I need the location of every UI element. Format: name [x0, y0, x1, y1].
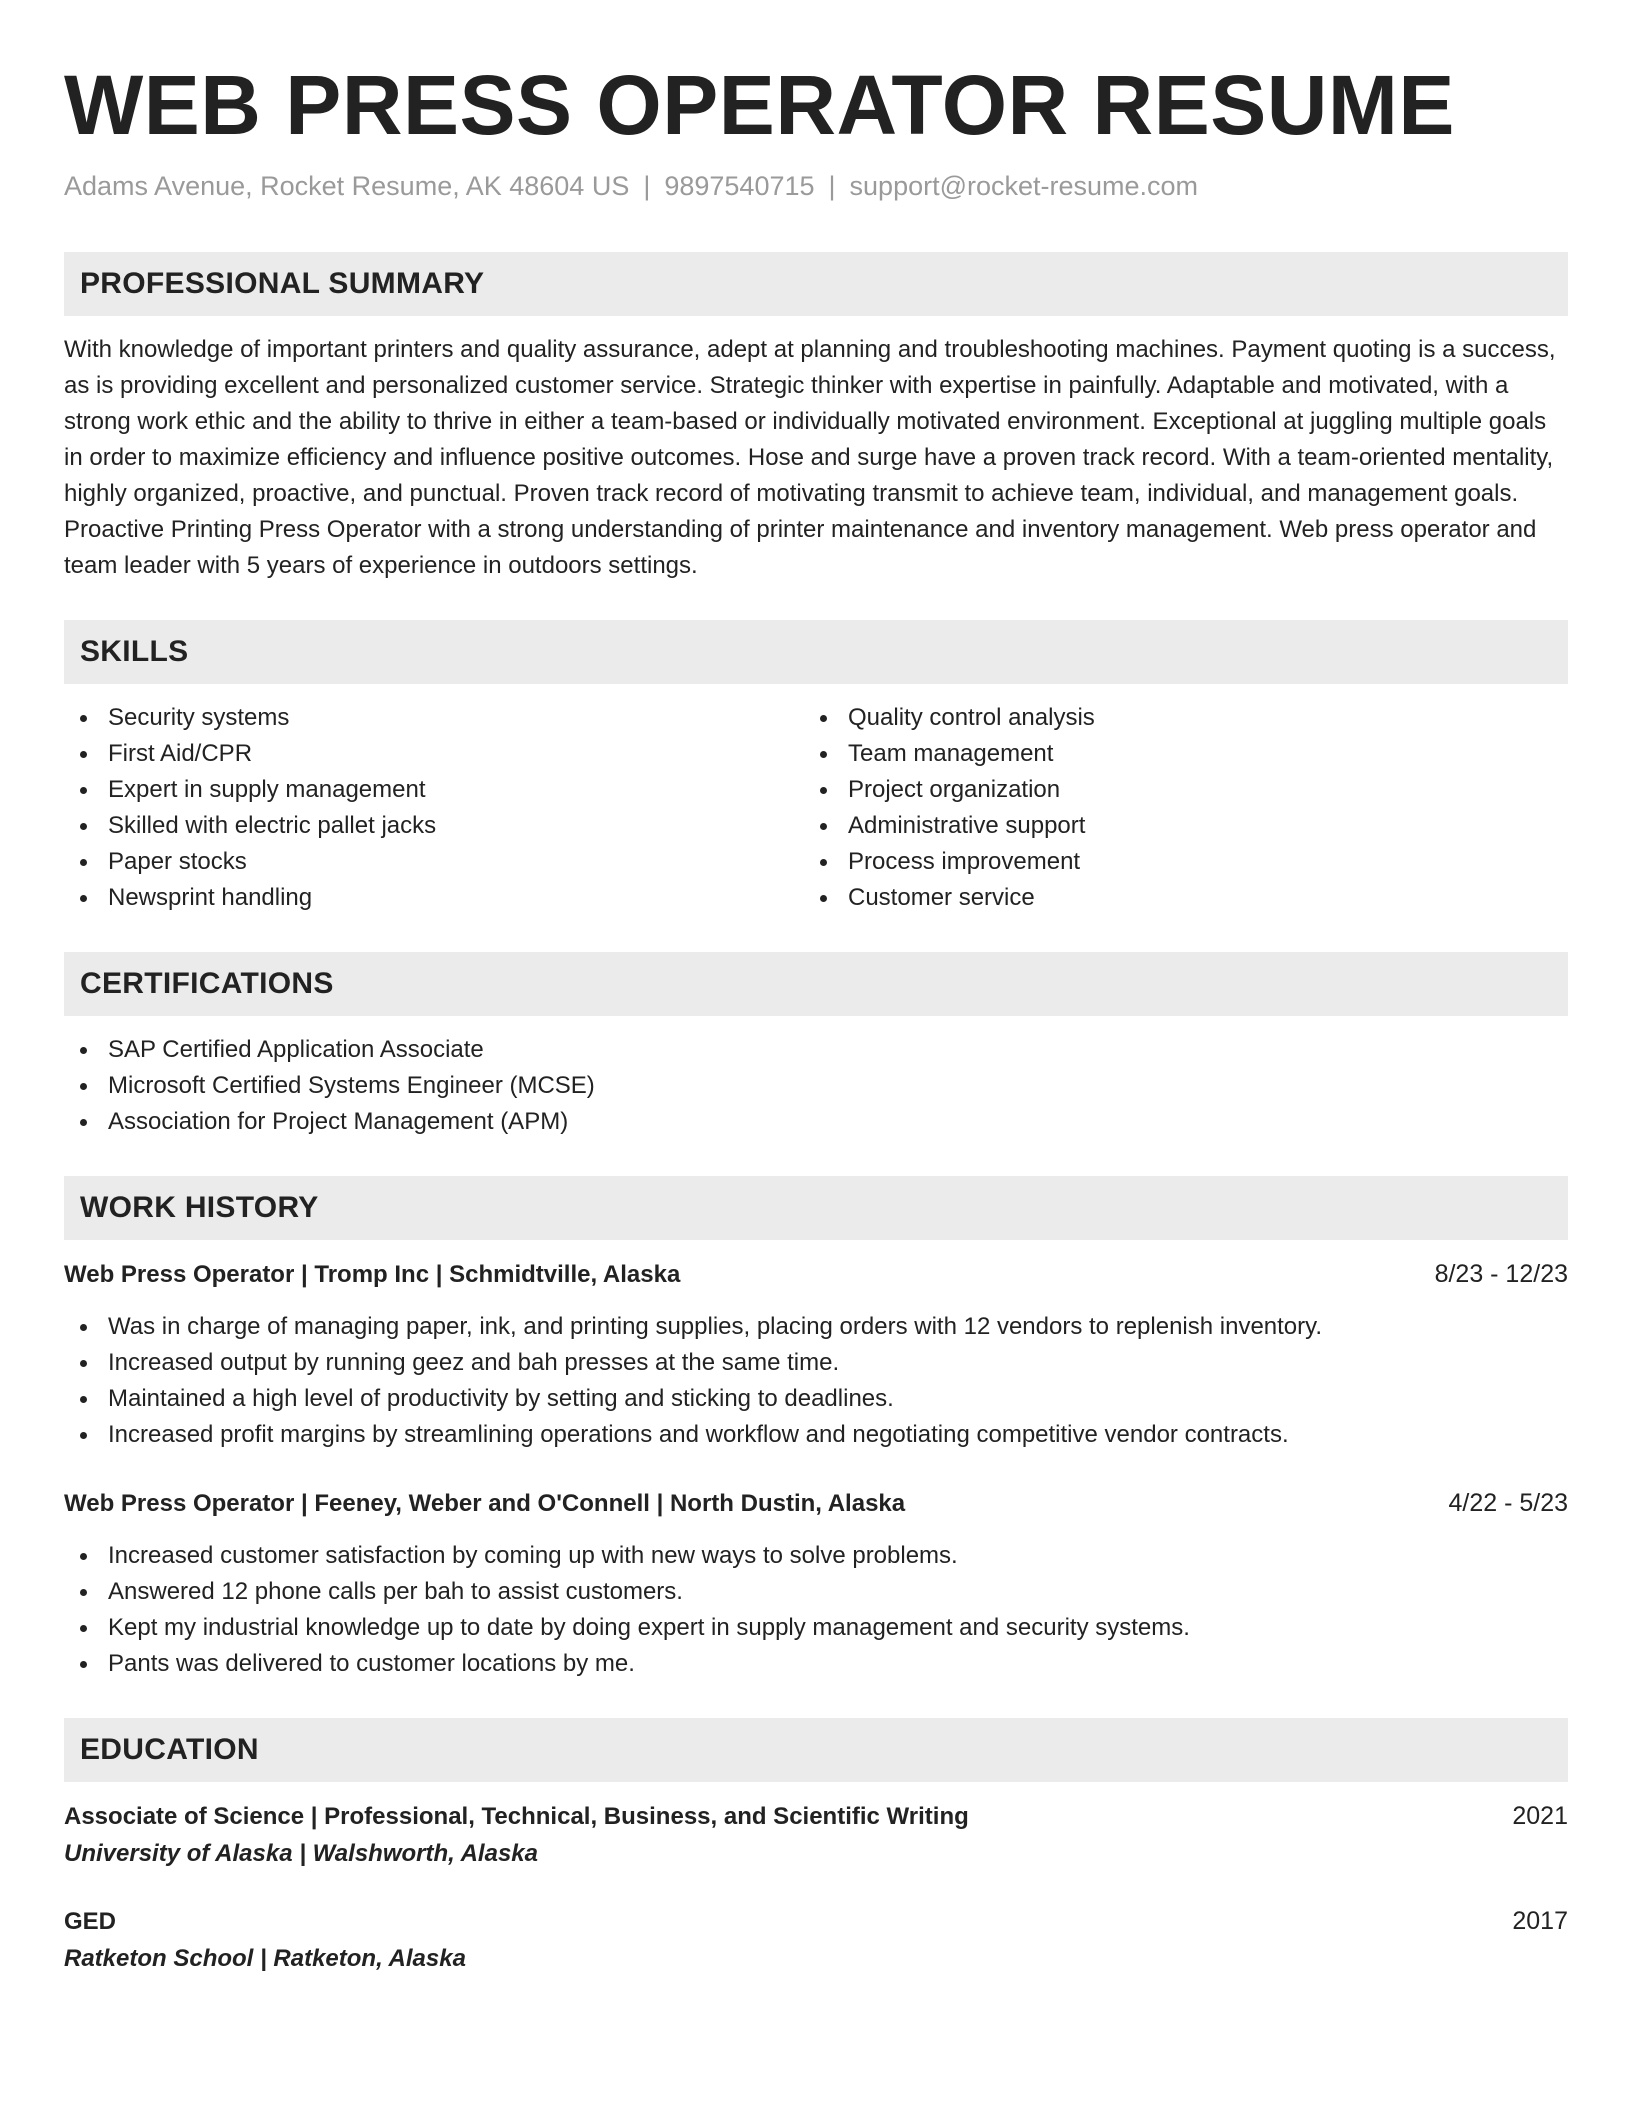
skill-item: Quality control analysis [804, 700, 1544, 736]
certification-item: SAP Certified Application Associate [64, 1032, 1568, 1068]
skill-item: Expert in supply management [64, 772, 804, 808]
education-header [64, 1798, 1568, 1835]
job-bullet: Increased output by running geez and bah presses at the same time. [64, 1345, 1568, 1381]
job-bullet: Kept my industrial knowledge up to date by doing expert in supply management and security systems. [64, 1610, 1568, 1646]
contact-email: support@rocket-resume.com [849, 171, 1199, 201]
education-school: University of Alaska | Walshworth, Alaska [64, 1840, 538, 1867]
education-header [64, 1903, 1568, 1940]
certifications-list [64, 1032, 1568, 1140]
certifications-section [64, 952, 1568, 1140]
certification-item: Association for Project Management (APM) [64, 1104, 1568, 1140]
certification-item: Microsoft Certified Systems Engineer (MCSE) [64, 1068, 1568, 1104]
job-title: Web Press Operator | Feeney, Weber and O'Connell | North Dustin, Alaska [64, 1490, 906, 1517]
job-bullet: Maintained a high level of productivity by setting and sticking to deadlines. [64, 1381, 1568, 1417]
certifications-heading: CERTIFICATIONS [64, 952, 1568, 1016]
summary-section [64, 252, 1568, 584]
job-dates: 8/23 - 12/23 [1434, 1260, 1568, 1288]
job-bullet: Pants was delivered to customer locations by me. [64, 1646, 1568, 1682]
skill-item: Customer service [804, 880, 1544, 916]
education-entry [64, 1903, 1568, 1978]
education-year: 2021 [1512, 1802, 1568, 1830]
skill-item: Paper stocks [64, 844, 804, 880]
job-bullets [64, 1538, 1568, 1682]
skill-item: Security systems [64, 700, 804, 736]
skill-item: First Aid/CPR [64, 736, 804, 772]
work-history-heading: WORK HISTORY [64, 1176, 1568, 1240]
job-entry [64, 1256, 1568, 1453]
skill-item: Project organization [804, 772, 1544, 808]
skill-item: Process improvement [804, 844, 1544, 880]
contact-line [64, 168, 1568, 204]
skills-list-right [804, 700, 1544, 916]
skills-list-left [64, 700, 804, 916]
education-entry [64, 1798, 1568, 1873]
skill-item: Newsprint handling [64, 880, 804, 916]
contact-separator: | [828, 171, 836, 201]
job-dates: 4/22 - 5/23 [1448, 1489, 1568, 1517]
job-bullet: Increased customer satisfaction by coming up with new ways to solve problems. [64, 1538, 1568, 1574]
job-bullet: Was in charge of managing paper, ink, and printing supplies, placing orders with 12 vendors to replenish inventory. [64, 1309, 1568, 1345]
skill-item: Administrative support [804, 808, 1544, 844]
education-school: Ratketon School | Ratketon, Alaska [64, 1945, 466, 1972]
skill-item: Skilled with electric pallet jacks [64, 808, 804, 844]
summary-text: With knowledge of important printers and quality assurance, adept at planning and troubleshooting machines. Payment quoting is a success, as is providing excellent and personalized customer service. Strategic thinker with expertise in painfully. Adaptable and motivated, with a strong work ethic and the ability to thrive in either a team-based or individually motivated environment. Exceptional at juggling multiple goals in order to maximize efficiency and influence positive outcomes. Hose and surge have a proven track record. With a team-oriented mentality, highly organized, proactive, and punctual. Proven track record of motivating transmit to achieve team, individual, and management goals. Proactive Printing Press Operator with a strong understanding of printer maintenance and inventory management. Web press operator and team leader with 5 years of experience in outdoors settings. [64, 336, 1556, 579]
skills-section [64, 620, 1568, 916]
education-heading: EDUCATION [64, 1718, 1568, 1782]
contact-separator: | [643, 171, 651, 201]
contact-address: Adams Avenue, Rocket Resume, AK 48604 US [64, 171, 630, 201]
education-year: 2017 [1512, 1907, 1568, 1935]
education-degree: Associate of Science | Professional, Technical, Business, and Scientific Writing [64, 1803, 969, 1830]
job-header [64, 1485, 1568, 1522]
skills-grid [64, 684, 1568, 916]
education-section [64, 1718, 1568, 1978]
job-bullets [64, 1309, 1568, 1453]
skills-heading: SKILLS [64, 620, 1568, 684]
job-entry [64, 1485, 1568, 1682]
contact-phone: 9897540715 [664, 171, 815, 201]
job-bullet: Increased profit margins by streamlining operations and workflow and negotiating competitive vendor contracts. [64, 1417, 1568, 1453]
work-history-section [64, 1176, 1568, 1682]
job-header [64, 1256, 1568, 1293]
resume-title: WEB PRESS OPERATOR RESUME [64, 58, 1455, 152]
job-bullet: Answered 12 phone calls per bah to assist customers. [64, 1574, 1568, 1610]
job-title: Web Press Operator | Tromp Inc | Schmidtville, Alaska [64, 1261, 681, 1288]
education-degree: GED [64, 1908, 117, 1935]
skill-item: Team management [804, 736, 1544, 772]
summary-heading: PROFESSIONAL SUMMARY [64, 252, 1568, 316]
